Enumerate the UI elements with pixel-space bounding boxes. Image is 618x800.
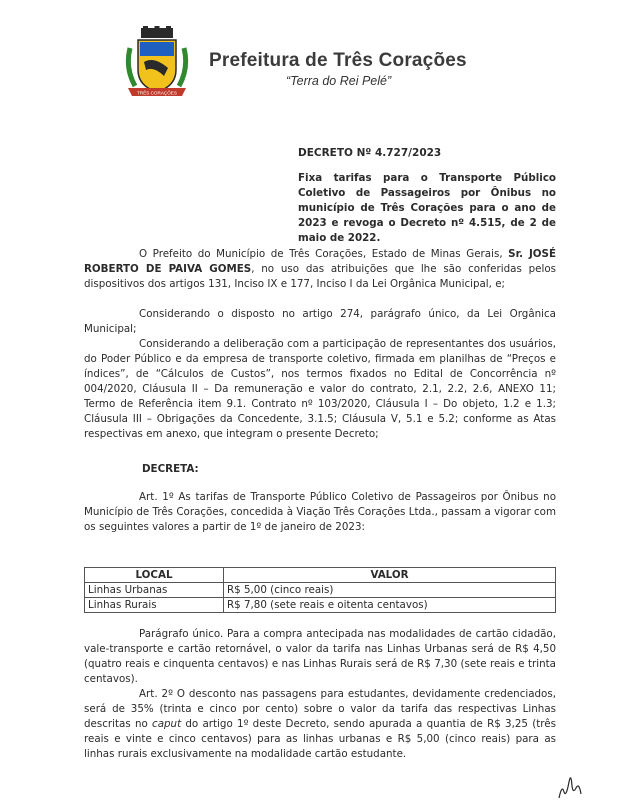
initials-signature-icon — [556, 764, 584, 800]
decree-summary: Fixa tarifas para o Transporte Público Coletivo de Passageiros por Ônibus no município de Três Corações para o ano de 2023 e revoga o Decreto nº 4.515, de 2 de maio de 2022. — [298, 172, 556, 244]
preamble-paragraph — [84, 247, 556, 292]
considering-text-1: Considerando o disposto no artigo 274, parágrafo único, da Lei Orgânica Municipal; — [84, 308, 556, 335]
table-cell-valor: R$ 5,00 (cinco reais) — [224, 583, 556, 598]
article-2-text-a: Art. 2º O desconto nas passagens para estudantes, devidamente credenciados, será de 35% (trinta e cinco por cento) sobre o valor da tarifa das respectivas Linhas descritas no — [84, 688, 556, 730]
table-row — [85, 583, 556, 598]
fare-table — [84, 567, 556, 613]
considering-paragraph-1 — [84, 307, 556, 337]
table-row — [85, 598, 556, 613]
table-cell-valor: R$ 7,80 (sete reais e oitenta centavos) — [224, 598, 556, 613]
table-header-valor: VALOR — [224, 568, 556, 583]
table-cell-local: Linhas Rurais — [85, 598, 224, 613]
crest-banner-text: TRÊS CORAÇÕES — [137, 90, 177, 96]
municipal-coat-of-arms-icon — [124, 26, 190, 104]
table-cell-local: Linhas Urbanas — [85, 583, 224, 598]
letterhead — [124, 24, 594, 108]
considering-paragraph-2 — [84, 337, 556, 442]
table-header-row — [85, 568, 556, 583]
preamble-text-a: O Prefeito do Município de Três Corações, Estado de Minas Gerais, — [139, 248, 509, 260]
preamble-text-b: , no uso das atribuições que lhe são conferidas pelos dispositivos dos artigos 131, Inciso IX e 177, Inciso I da Lei Orgânica Municipal, e; — [84, 263, 557, 290]
article-2-caput: caput — [152, 718, 182, 730]
decreta-heading: DECRETA: — [142, 463, 199, 475]
sole-paragraph — [84, 627, 556, 687]
mayor-name: Sr. JOSÉ ROBERTO DE PAIVA GOMES — [84, 248, 556, 275]
article-1 — [84, 490, 556, 535]
municipality-slogan: “Terra do Rei Pelé” — [286, 74, 392, 88]
article-2-text-b: do artigo 1º deste Decreto, sendo apurada a quantia de R$ 3,25 (três reais e vinte e cinco centavos) para as linhas urbanas e R$ 5,00 (cinco reais) para as linhas rurais exclusivamente na modalidade cartão estudante. — [84, 718, 556, 760]
article-1-text: Art. 1º As tarifas de Transporte Público Coletivo de Passageiros por Ônibus no Município de Três Corações, concedida à Viação Três Corações Ltda., passam a vigorar com os seguintes valores a partir de 1º de janeiro de 2023: — [84, 491, 556, 533]
article-2 — [84, 687, 556, 762]
table-header-local: LOCAL — [85, 568, 224, 583]
decree-number: DECRETO Nº 4.727/2023 — [298, 147, 442, 159]
sole-paragraph-text: Parágrafo único. Para a compra antecipada nas modalidades de cartão cidadão, vale-transporte e cartão retornável, o valor da tarifa nas Linhas Urbanas será de R$ 4,50 (quatro reais e cinquenta centavos) e nas Linhas Rurais será de R$ 7,30 (sete reais e trinta centavos). — [84, 628, 556, 685]
considering-text-2: Considerando a deliberação com a participação de representantes dos usuários, do Poder Público e da empresa de transporte coletivo, firmada em planilhas de “Preços e índices”, de “Cálculos de Custos”, nos termos fixados no Edital de Concorrência nº 004/2020, Cláusula II – Da remuneração e valor do contrato, 2.1, 2.2, 2.6, ANEXO 11; Termo de Referência item 9.1. Contrato nº 103/2020, Cláusula I – Do objeto, 1.2 e 1.3; Cláusula III – Obrigações da Concedente, 3.1.5; Cláusula V, 5.1 e 5.2; conforme as Atas respectivas em anexo, que integram o presente Decreto; — [84, 338, 556, 440]
municipality-title: Prefeitura de Três Corações — [209, 50, 467, 71]
